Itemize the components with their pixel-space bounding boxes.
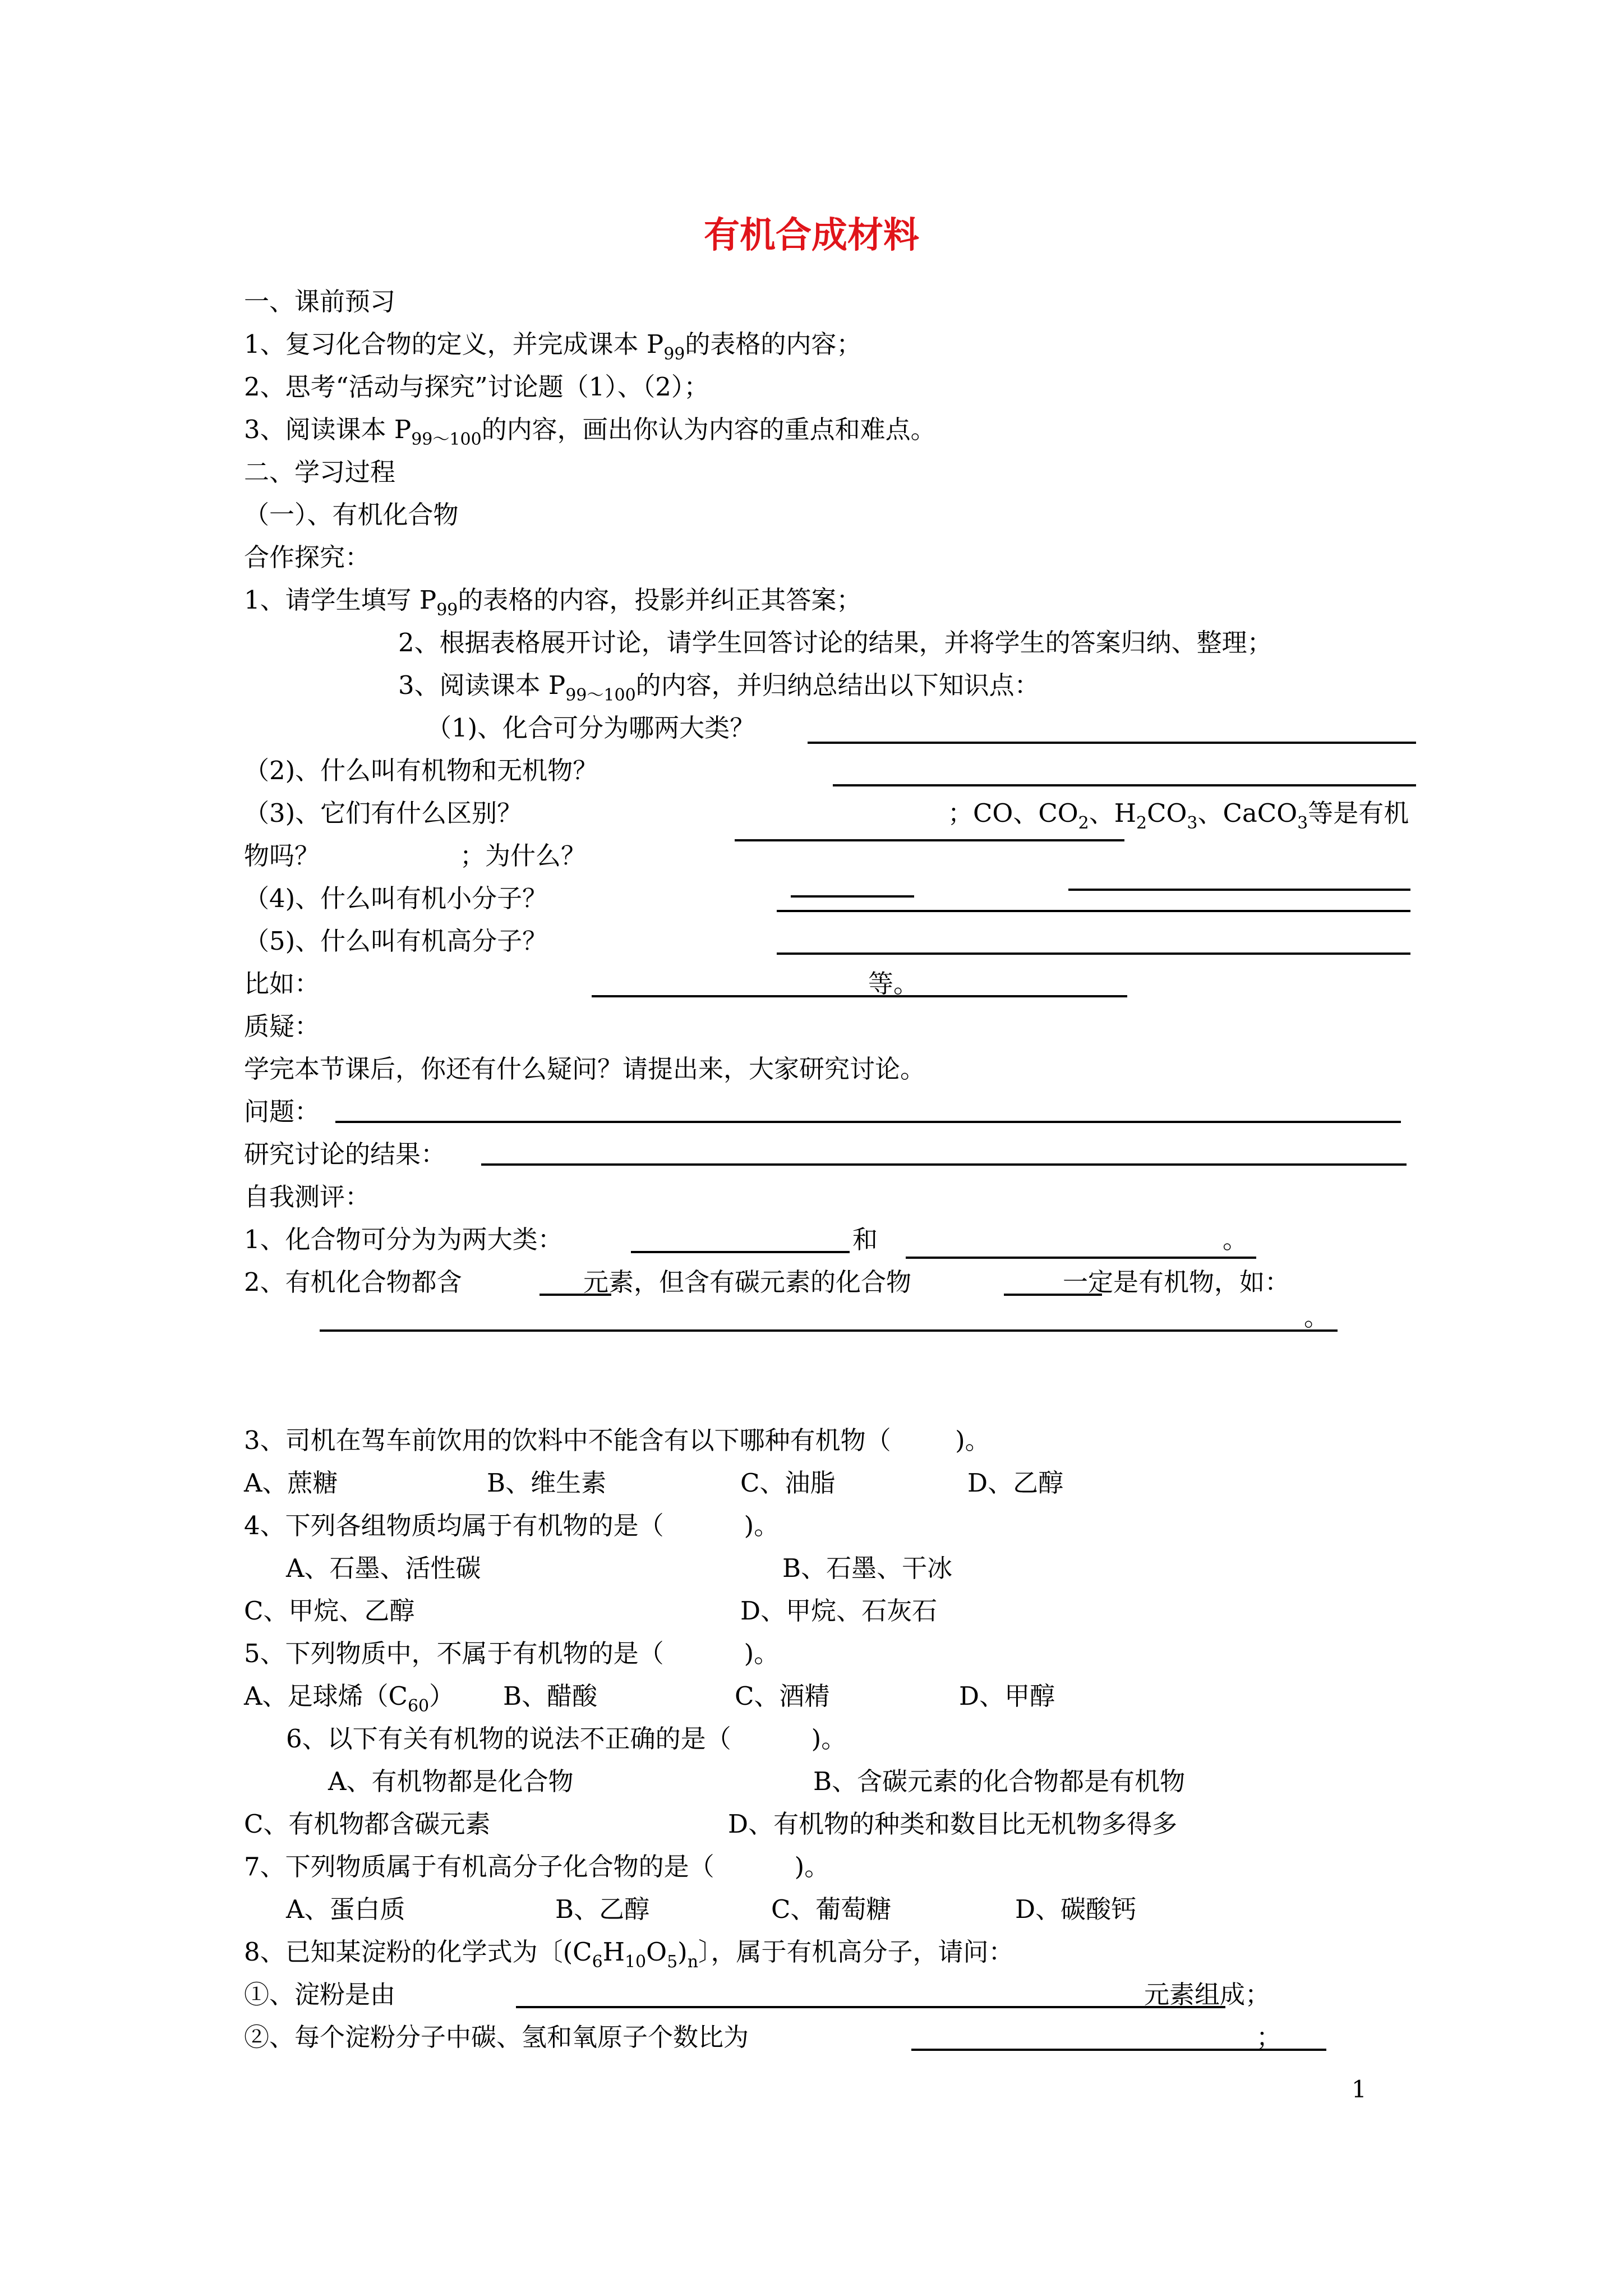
answer-blank[interactable] <box>777 910 1410 912</box>
quiz-4-option-d[interactable]: D、甲烷、石灰石 <box>740 1596 938 1626</box>
knowledge-point-4: （4)、什么叫有机小分子？ <box>244 884 548 913</box>
answer-blank[interactable] <box>777 953 1410 955</box>
quiz-8-part-1: ①、淀粉是由 <box>244 1980 396 2009</box>
quiz-question-8: 8、已知某淀粉的化学式为〔$(C_6H_{10}O_5)_n$〕，属于有机高分子，请问： <box>244 1937 1014 1972</box>
quiz-question-7: 7、下列物质属于有机高分子化合物的是（ )。 <box>244 1852 830 1881</box>
quiz-5-option-a[interactable]: A、足球烯$(C_{60})$ <box>244 1681 455 1716</box>
answer-blank[interactable] <box>833 784 1416 786</box>
inquiry-item-2: 2、根据表格展开讨论，请学生回答讨论的结果，并将学生的答案归纳、整理； <box>398 628 1272 657</box>
quiz-question-1-end: 。 <box>1223 1225 1248 1254</box>
quiz-3-option-b[interactable]: B、维生素 <box>487 1468 607 1498</box>
quiz-question-2-mid: 元素，但含有碳元素的化合物 <box>583 1267 912 1297</box>
preview-item-1: 1、复习化合物的定义，并完成课本 $P_{99}$的表格的内容； <box>244 329 862 364</box>
quiz-7-option-d[interactable]: D、碳酸钙 <box>1015 1894 1137 1924</box>
quiz-7-option-c[interactable]: C、葡萄糖 <box>771 1894 892 1924</box>
doubt-text: 学完本节课后，你还有什么疑问？请提出来，大家研究讨论。 <box>244 1054 926 1084</box>
quiz-3-option-c[interactable]: C、油脂 <box>740 1468 836 1498</box>
example-label: 比如： <box>244 969 320 999</box>
knowledge-point-3: （3)、它们有什么区别？ <box>244 798 523 828</box>
preview-item-2: 2、思考“活动与探究”讨论题（1）、（2）； <box>244 372 709 402</box>
page-title: 有机合成材料 <box>704 215 919 256</box>
quiz-question-6: 6、以下有关有机物的说法不正确的是（ )。 <box>286 1724 847 1754</box>
knowledge-point-1: （1)、化合可分为哪两大类？ <box>426 713 755 743</box>
answer-blank[interactable] <box>906 1257 1256 1259</box>
cooperative-inquiry-label: 合作探究： <box>244 542 371 572</box>
self-test-label: 自我测评： <box>244 1182 371 1212</box>
answer-blank[interactable] <box>735 839 1124 841</box>
inquiry-item-3: 3、阅读课本 $P_{99\sim 100}$的内容，并归纳总结出以下知识点： <box>398 670 1040 705</box>
preview-item-3: 3、阅读课本 $P_{99\sim 100}$的内容，画出你认为内容的重点和难点。 <box>244 415 936 449</box>
quiz-6-option-d[interactable]: D、有机物的种类和数目比无机物多得多 <box>728 1809 1178 1839</box>
quiz-question-4: 4、下列各组物质均属于有机物的是（ )。 <box>244 1511 780 1540</box>
quiz-5-option-b[interactable]: B、醋酸 <box>503 1681 598 1711</box>
quiz-6-option-b[interactable]: B、含碳元素的化合物都是有机物 <box>813 1766 1186 1796</box>
quiz-question-2: 2、有机化合物都含 <box>244 1267 462 1297</box>
answer-blank[interactable] <box>1004 1294 1102 1296</box>
answer-blank[interactable] <box>911 2049 1326 2051</box>
knowledge-point-3-formulas: ；CO、$CO_2$、$H_2CO_3$、CaCO$_3$等是有机 <box>948 798 1409 833</box>
knowledge-point-5: （5)、什么叫有机高分子？ <box>244 926 548 956</box>
quiz-question-2-end: 一定是有机物，如： <box>1063 1267 1290 1297</box>
answer-blank[interactable] <box>592 995 1127 997</box>
quiz-3-option-a[interactable]: A、蔗糖 <box>244 1468 338 1498</box>
answer-blank[interactable] <box>631 1251 850 1253</box>
quiz-8-part-2-end: ； <box>1256 2022 1282 2052</box>
quiz-8-part-2: ②、每个淀粉分子中碳、氢和氧原子个数比为 <box>244 2022 749 2052</box>
quiz-question-2-period: 。 <box>1304 1302 1330 1332</box>
knowledge-point-3-cont: 物吗？ <box>244 841 320 871</box>
answer-blank[interactable] <box>320 1329 1338 1332</box>
quiz-3-option-d[interactable]: D、乙醇 <box>967 1468 1064 1498</box>
answer-blank[interactable] <box>516 2006 1225 2008</box>
quiz-4-option-c[interactable]: C、甲烷、乙醇 <box>244 1596 415 1626</box>
quiz-question-1-and: 和 <box>852 1225 878 1254</box>
discussion-result-label: 研究讨论的结果： <box>244 1139 446 1169</box>
section-organic-compounds: （一）、有机化合物 <box>244 500 459 530</box>
quiz-question-1: 1、化合物可分为为两大类： <box>244 1225 563 1254</box>
answer-blank[interactable] <box>540 1294 611 1296</box>
answer-blank[interactable] <box>481 1163 1407 1166</box>
answer-blank[interactable] <box>791 895 914 898</box>
answer-blank[interactable] <box>808 742 1416 744</box>
inquiry-item-1: 1、请学生填写 $P_{99}$的表格的内容，投影并纠正其答案； <box>244 585 862 620</box>
quiz-5-option-d[interactable]: D、甲醇 <box>959 1681 1055 1711</box>
preview-heading: 一、课前预习 <box>244 287 396 316</box>
quiz-8-part-1-end: 元素组成； <box>1144 1980 1271 2009</box>
page-number: 1 <box>1352 2076 1367 2103</box>
answer-blank[interactable] <box>335 1121 1401 1123</box>
quiz-7-option-a[interactable]: A、蛋白质 <box>286 1894 405 1924</box>
process-heading: 二、学习过程 <box>244 457 396 487</box>
knowledge-point-2: （2)、什么叫有机物和无机物？ <box>244 756 598 785</box>
quiz-4-option-b[interactable]: B、石墨、干冰 <box>782 1553 953 1583</box>
question-label: 问题： <box>244 1097 320 1126</box>
knowledge-point-3-why: ；为什么？ <box>460 841 587 871</box>
answer-blank[interactable] <box>1068 889 1410 891</box>
quiz-4-option-a[interactable]: A、石墨、活性碳 <box>286 1553 481 1583</box>
quiz-5-option-c[interactable]: C、酒精 <box>735 1681 830 1711</box>
quiz-6-option-c[interactable]: C、有机物都含碳元素 <box>244 1809 491 1839</box>
quiz-7-option-b[interactable]: B、乙醇 <box>555 1894 650 1924</box>
quiz-question-5: 5、下列物质中，不属于有机物的是（ )。 <box>244 1639 780 1668</box>
doubt-label: 质疑： <box>244 1011 320 1041</box>
quiz-question-3: 3、司机在驾车前饮用的饮料中不能含有以下哪种有机物（ )。 <box>244 1425 990 1455</box>
quiz-6-option-a[interactable]: A、有机物都是化合物 <box>328 1766 574 1796</box>
example-end: 等。 <box>868 969 919 999</box>
